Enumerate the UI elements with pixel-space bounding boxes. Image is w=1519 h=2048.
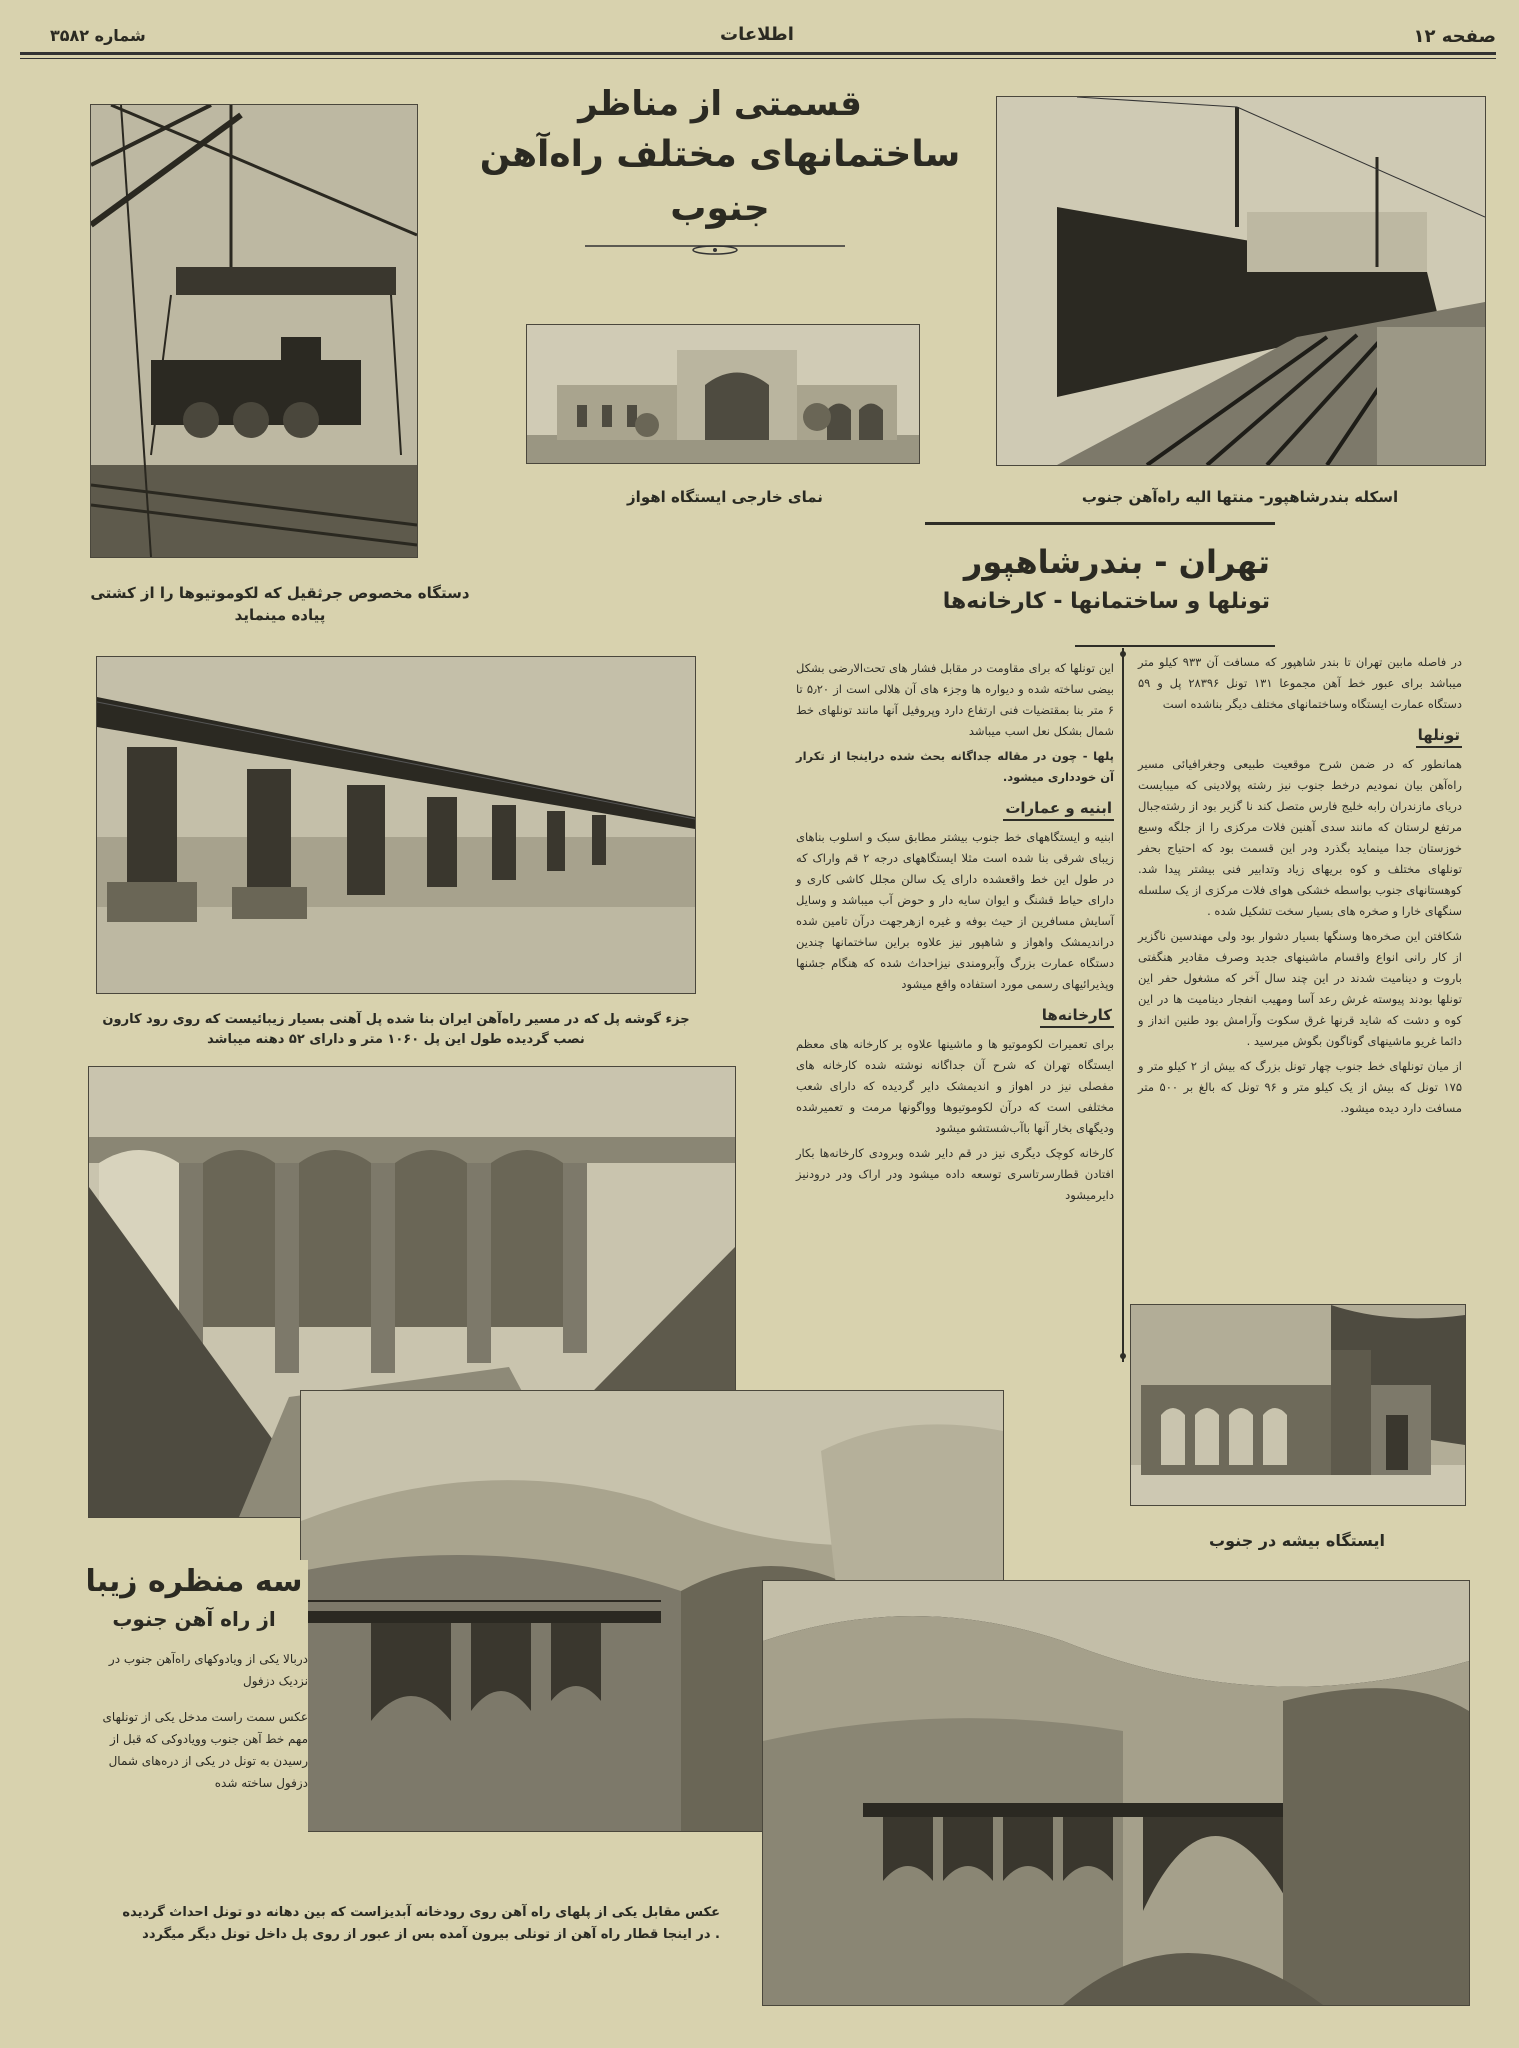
photo-crane-locomotive: [90, 104, 418, 558]
bridges-para: پلها - چون در مقاله جداگانه بحث شده دراینجا از تکرار آن خودداری میشود.: [796, 749, 1114, 784]
inset-title: سه منظره زیبا: [85, 1564, 303, 1599]
caption-karun-bridge: جزء گوشه پل که در مسیر راه‌آهن ایران بنا شده پل آهنی بسیار زیبائیست که روی رود کارون نصب گردیده طول این پل ۱۰۶۰ متر و دارای ۵۲ دهنه میباشد: [102, 1012, 690, 1047]
paper-name: اطلاعات: [720, 24, 794, 45]
headline-underline: [1075, 645, 1275, 647]
photo-port-shahpur: [996, 96, 1486, 466]
inset-subtitle: از راه آهن جنوب: [112, 1607, 276, 1631]
buildings-subhead: ابنیه و عمارات: [1003, 798, 1114, 821]
photo-ahvaz-station: [526, 324, 920, 464]
column-divider: [1120, 648, 1126, 1362]
caption-crane: دستگاه مخصوص جرثقیل که لکوموتیوها را از کشتی پیاده مینماید: [90, 584, 470, 624]
caption-ahvaz-station: نمای خارجی ایستگاه اهواز: [627, 488, 823, 506]
article-column-right: [1138, 652, 1462, 1302]
page-title: [440, 80, 1000, 236]
issue-number: شماره ۳۵۸۲: [50, 26, 146, 45]
tunnels-para-3: از میان تونلهای خط جنوب چهار تونل بزرگ که بیش از ۲ کیلو متر و ۱۷۵ تونل که بیش از یک کیلو متر و ۹۶ تونل که بالغ بر ۵۰۰ متر مسافت دارد دیده میشود.: [1138, 1059, 1462, 1115]
photo-karun-bridge: [96, 656, 696, 994]
buildings-para: ابنیه و ایستگاههای خط جنوب بیشتر مطابق سبک و اسلوب بناهای زیبای شرقی بنا شده است مثلا ایستگاههای درجه ۲ قم واراک که در طول این خط واقعشده دارای یک سالن مجلل کاشی کاری و دارای حیاط قشنگ و ایوان سایه دار و حوض آب میباشد و وسایل آسایش مسافرین از حیث بوفه و غیره ازهرجهت درآن تامین شده دراندیمشک واهواز و شاهپور نیز علاوه براین ساختمانها چندین دستگاه عمارت بزرگ وآبرومندی نیزاحداث شده که هنگام جشنها وپذیرائیهای رسمی مورد استفاده واقع میشود: [796, 830, 1114, 991]
tunnels-subhead: تونلها: [1416, 725, 1462, 748]
tunnels-shape-para: این تونلها که برای مقاومت در مقابل فشار های تحت‌الارضی بشکل بیضی ساخته شده و دیواره ها وجزء های آن هلالی است از ۵٫۲۰ تا ۶ متر بنا بمقتضیات فنی ارتفاع دارد وپروفیل آنها مانند تونلهای خط شمال بشکل نعل اسب میباشد: [796, 661, 1114, 738]
tunnels-para-2: شکافتن این صخره‌ها وسنگها بسیار دشوار بود ولی مهندسین ناگزیر از کار رانی انواع واقسام ماشینهای جدید وصرف مقادیر هنگفتی باروت و دینامیت شدند در این چند سال آخر که مشغول حفر این تونلها بودند پیوسته غرش رعد آسا ومهیب انفجار دینامیت ها در این کوه و دشت که شاید قرنها غرق سکوت وآرامش بود طنین انداز و دائما غریو ماشینهای گوناگون بگوش میرسید .: [1138, 929, 1462, 1048]
article-rule: [925, 522, 1275, 525]
title-ornament: [585, 240, 845, 254]
article-intro: در فاصله مابین تهران تا بندر شاهپور که مسافت آن ۹۳۳ کیلو متر میباشد برای عبور خط آهن مجموعا ۱۳۱ تونل ۲۸۳۹۶ پل و ۵۹ دستگاه عمارت ایستگاه وساختمانهای مختلف دیگر بناشده است: [1138, 655, 1463, 711]
photo-bisheh-station: [1130, 1304, 1466, 1506]
article-headline: تهران - بندرشاهپور: [963, 543, 1270, 581]
page-number: صفحه ۱۲: [1413, 26, 1496, 47]
caption-bisheh-station: ایستگاه بیشه در جنوب: [1209, 1531, 1385, 1550]
header-rule: [20, 52, 1496, 55]
header-rule-thin: [20, 58, 1496, 59]
tunnels-para-1: همانطور که در ضمن شرح موقعیت طبیعی وجغرافیائی مسیر راه‌آهن بیان نمودیم درخط جنوب نیز رشته پولادینی که میبایست دریای مازندران رابه خلیج فارس متصل کند نا گزیر بود از رشته‌جبال مرتفع لرستان که مانند سدی آهنین فلات مرکزی را از جلگه وسیع خوزستان جدا مینماید بگذرد ودر این قسمت بود که احتیاج بحفر تونلهای مختلف و کوه بریهای زیاد وتدابیر فنی بیشتر پیدا شد. کوهستانهای جنوب بواسطه خشکی هوای فلات مرکزی از یک سلسله سنگهای خارا و صخره های بسیار سخت تشکیل شده .: [1138, 757, 1462, 918]
factories-para-1: برای تعمیرات لکوموتیو ها و ماشینها علاوه بر کارخانه های معظم ایستگاه تهران که شرح آن جداگانه نوشته شده کارخانه های مفصلی نیز در اهواز و اندیمشک دایر گردیده که دارای شعب مختلفی است که درآن لکوموتیوها وواگونها مرمت و تعمیرشده ودیگهای بخار آنها با‌آب‌شستشو میشود: [796, 1037, 1114, 1135]
article-column-left: [796, 658, 1114, 1378]
title-line-1: قسمتی از مناظر: [578, 84, 862, 124]
caption-bottom: عکس مقابل یکی از پلهای راه آهن روی رودخانه آبدیزاست که بین دهانه دو تونل احداث گردیده . در اینجا قطار راه آهن از تونلی بیرون آمده بس از عبور از روی پل داخل تونل دیگر میگردد: [122, 1905, 720, 1942]
inset-text-2: عکس سمت راست مدخل یکی از تونلهای مهم خط آهن جنوب وویادوکی که قبل از رسیدن به تونل در یکی از دره‌های شمال دزفول ساخته شده: [102, 1710, 308, 1790]
inset-text-1: دربالا یکی از ویادوکهای راه‌آهن جنوب در نزدیک دزفول: [108, 1652, 308, 1688]
masthead: [20, 22, 1496, 52]
title-line-2: ساختمانهای مختلف راه‌آهن جنوب: [479, 134, 961, 229]
article-headline-block: [880, 540, 1270, 620]
inset-box: [80, 1560, 308, 1860]
factories-subhead: کارخانه‌ها: [1040, 1005, 1114, 1028]
article-subheadline: تونلها و ساختمانها - کارخانه‌ها: [942, 589, 1270, 614]
caption-port: اسکله بندرشاهپور- منتها الیه راه‌آهن جنوب: [1081, 488, 1399, 506]
photo-abdiz-bridge: [762, 1580, 1470, 2006]
factories-para-2: کارخانه کوچک دیگری نیز در قم دایر شده وبرودی کارخانه‌ها بکار افتادن قطارسرتاسری توسعه داده میشود ودر اراک ودر درودنیز دایرمیشود: [796, 1146, 1114, 1202]
